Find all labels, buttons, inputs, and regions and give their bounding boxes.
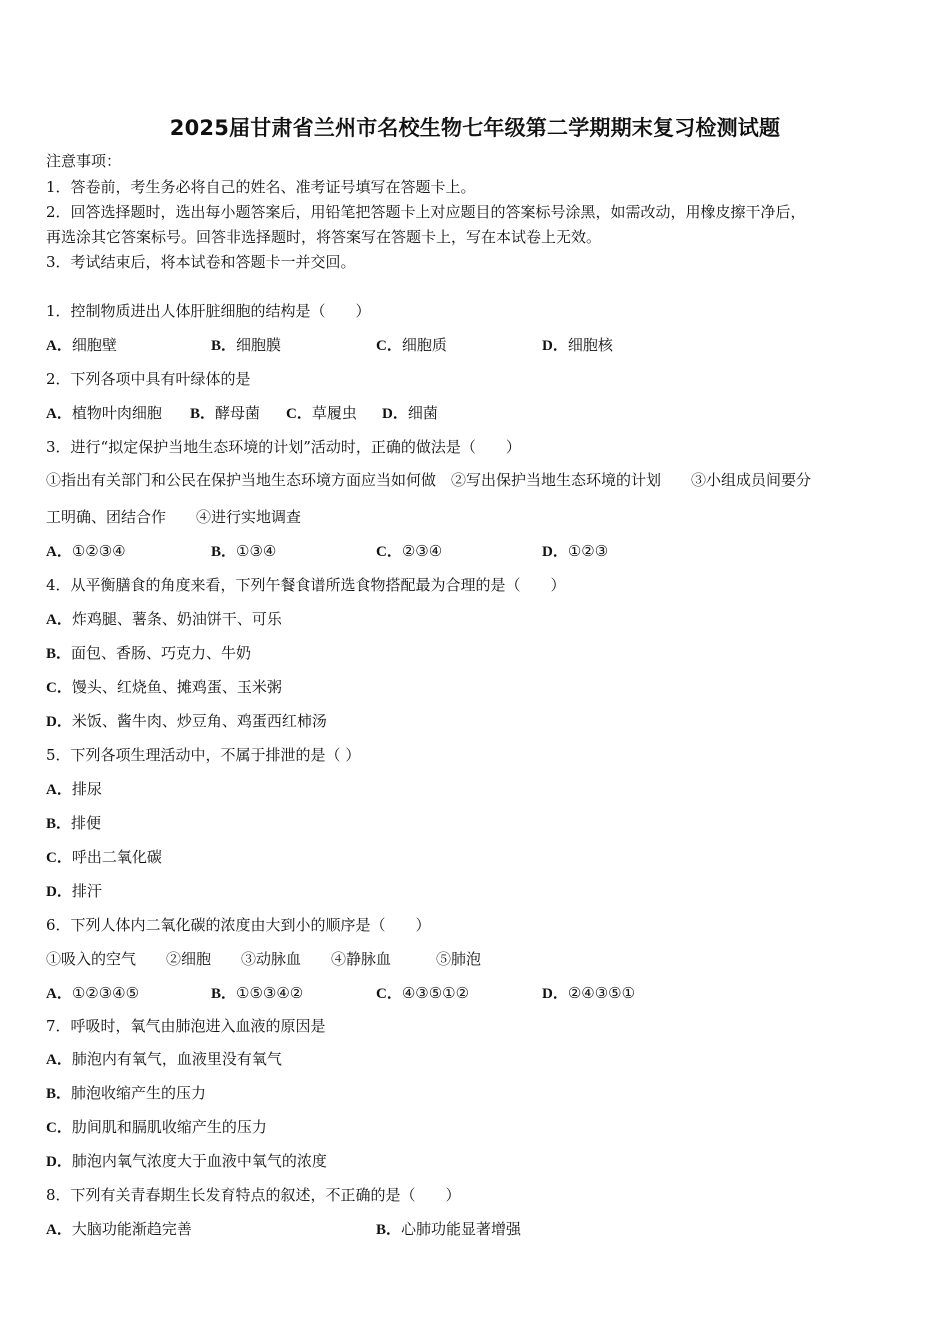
question-1-option-b [211, 335, 281, 356]
question-2-option-b [190, 403, 260, 424]
question-3-option-c [376, 541, 442, 562]
page-title: 2025届甘肃省兰州市名校生物七年级第二学期期末复习检测试题 [169, 116, 781, 140]
option-text: ①⑤③④② [236, 984, 304, 1002]
question-1-option-c [376, 335, 447, 356]
question-5-option-a [46, 779, 102, 800]
question-3-option-d [542, 541, 608, 562]
option-text: 酵母菌 [215, 404, 261, 422]
option-text: 肺泡内氧气浓度大于血液中氧气的浓度 [71, 1152, 327, 1170]
option-label: A． [46, 544, 72, 560]
option-text: 细胞壁 [71, 336, 117, 354]
option-label: B． [211, 544, 237, 560]
option-text: ①②③ [567, 542, 609, 560]
question-7-stem: 7．呼吸时，氧气由肺泡进入血液的原因是 [46, 1017, 326, 1035]
option-text: 肺泡收缩产生的压力 [71, 1084, 207, 1102]
option-label: B． [211, 986, 237, 1002]
question-4-option-c [46, 677, 282, 698]
option-label: B． [46, 646, 72, 662]
option-label: D． [46, 884, 72, 900]
option-text: 呼出二氧化碳 [71, 848, 162, 866]
option-text: 肺泡内有氧气，血液里没有氧气 [71, 1050, 282, 1068]
question-7-option-c [46, 1117, 267, 1138]
notice-item-3: 3．考试结束后，将本试卷和答题卡一并交回。 [46, 253, 356, 271]
notice-item-1: 1．答卷前，考生务必将自己的姓名、准考证号填写在答题卡上。 [46, 178, 476, 196]
option-text: ②③④ [401, 542, 443, 560]
option-label: D． [382, 406, 408, 422]
option-text: 细胞膜 [236, 336, 282, 354]
question-7-option-d [46, 1151, 327, 1172]
option-label: C． [286, 406, 312, 422]
question-3-statements-2: 工明确、团结合作 ④进行实地调查 [46, 508, 302, 526]
question-3-option-a [46, 541, 126, 562]
option-text: ④③⑤①② [401, 984, 470, 1002]
option-label: B． [46, 816, 72, 832]
question-4-option-a [46, 609, 282, 630]
question-4-option-d [46, 711, 327, 732]
question-6-option-b [211, 983, 303, 1004]
question-6-option-a [46, 983, 139, 1004]
option-label: B． [376, 1222, 402, 1238]
option-text: 大脑功能渐趋完善 [71, 1220, 192, 1238]
question-2-stem: 2．下列各项中具有叶绿体的是 [46, 370, 251, 388]
option-text: 细菌 [407, 404, 438, 422]
option-text: ①②③④ [71, 542, 126, 560]
option-label: A． [46, 1222, 72, 1238]
question-3-option-b [211, 541, 276, 562]
question-8-option-b [376, 1219, 521, 1240]
question-2-option-c [286, 403, 357, 424]
option-text: ①③④ [236, 542, 277, 560]
notice-item-2: 2．回答选择题时，选出每小题答案后，用铅笔把答题卡上对应题目的答案标号涂黑，如需改动，用橡皮擦干净后， [46, 203, 806, 221]
notice-item-2-cont: 再选涂其它答案标号。回答非选择题时，将答案写在答题卡上，写在本试卷上无效。 [46, 228, 602, 246]
option-label: B． [46, 1086, 72, 1102]
question-8-stem: 8．下列有关青春期生长发育特点的叙述，不正确的是（ ） [46, 1186, 461, 1204]
option-label: D． [542, 986, 568, 1002]
option-text: 心肺功能显著增强 [401, 1220, 522, 1238]
question-4-option-b [46, 643, 251, 664]
option-text: ②④③⑤① [567, 984, 636, 1002]
option-label: A． [46, 782, 72, 798]
option-text: 排汗 [71, 882, 102, 900]
question-1-option-d [542, 335, 613, 356]
option-label: D． [46, 1154, 72, 1170]
option-label: A． [46, 612, 72, 628]
option-label: C． [376, 338, 402, 354]
option-label: C． [46, 680, 72, 696]
option-text: 排尿 [71, 780, 102, 798]
question-6-option-c [376, 983, 469, 1004]
option-label: A． [46, 1052, 72, 1068]
option-text: 肋间肌和膈肌收缩产生的压力 [71, 1118, 267, 1136]
option-text: 米饭、酱牛肉、炒豆角、鸡蛋西红柿汤 [71, 712, 327, 730]
option-label: A． [46, 406, 72, 422]
question-6-statements: ①吸入的空气 ②细胞 ③动脉血 ④静脉血 ⑤肺泡 [46, 950, 482, 968]
question-3-statements-1: ①指出有关部门和公民在保护当地生态环境方面应当如何做 ②写出保护当地生态环境的计划 ③小组成员间要分 [46, 471, 812, 489]
option-text: 植物叶肉细胞 [71, 404, 162, 422]
option-label: A． [46, 338, 72, 354]
option-text: 细胞核 [567, 336, 613, 354]
question-4-stem: 4．从平衡膳食的角度来看，下列午餐食谱所选食物搭配最为合理的是（ ） [46, 576, 566, 594]
question-5-option-b [46, 813, 101, 834]
question-6-option-d [542, 983, 635, 1004]
notice-heading: 注意事项： [46, 152, 122, 170]
question-1-stem: 1．控制物质进出人体肝脏细胞的结构是（ ） [46, 302, 371, 320]
option-label: C． [46, 1120, 72, 1136]
question-5-stem: 5．下列各项生理活动中，不属于排泄的是（ ） [46, 746, 361, 764]
question-8-option-a [46, 1219, 192, 1240]
option-label: D． [46, 714, 72, 730]
question-7-option-b [46, 1083, 206, 1104]
question-5-option-d [46, 881, 102, 902]
option-text: 馒头、红烧鱼、摊鸡蛋、玉米粥 [71, 678, 282, 696]
option-label: D． [542, 338, 568, 354]
option-label: C． [376, 986, 402, 1002]
option-text: 细胞质 [401, 336, 447, 354]
question-5-option-c [46, 847, 162, 868]
question-1-option-a [46, 335, 117, 356]
option-label: C． [376, 544, 402, 560]
question-6-stem: 6．下列人体内二氧化碳的浓度由大到小的顺序是（ ） [46, 916, 431, 934]
option-text: ①②③④⑤ [71, 984, 140, 1002]
question-2-option-d [382, 403, 438, 424]
option-text: 面包、香肠、巧克力、牛奶 [71, 644, 252, 662]
option-label: B． [211, 338, 237, 354]
option-label: C． [46, 850, 72, 866]
question-2-option-a [46, 403, 162, 424]
option-label: B． [190, 406, 216, 422]
option-text: 排便 [71, 814, 102, 832]
question-3-stem: 3．进行“拟定保护当地生态环境的计划”活动时，正确的做法是（ ） [46, 438, 521, 456]
option-label: A． [46, 986, 72, 1002]
option-text: 草履虫 [311, 404, 357, 422]
question-7-option-a [46, 1049, 282, 1070]
option-label: D． [542, 544, 568, 560]
option-text: 炸鸡腿、薯条、奶油饼干、可乐 [71, 610, 282, 628]
